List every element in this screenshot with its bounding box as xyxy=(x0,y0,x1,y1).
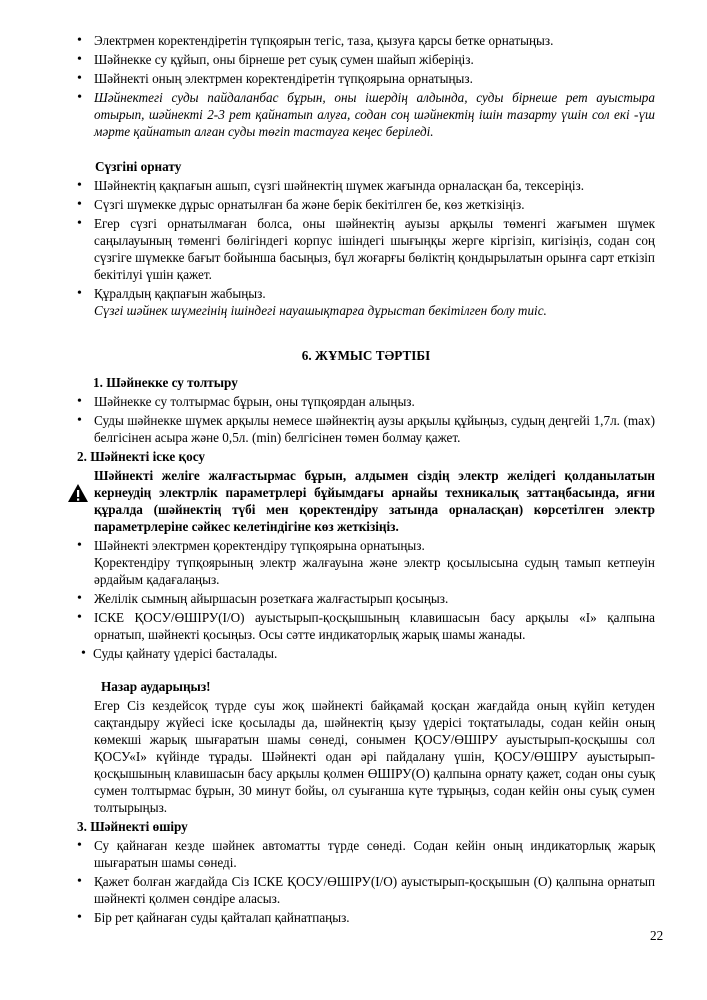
warning-text xyxy=(94,467,655,535)
list-item: • Қажет болған жағдайда Сіз ІСКЕ ҚОСУ/ӨШІРУ(I/O) ауыстырып-қосқышын (О) қалпына орнатып шәйнекті қолмен сөндіре аласыз. xyxy=(77,873,655,907)
warning-triangle-icon xyxy=(67,483,89,503)
section-switch-on xyxy=(77,448,655,816)
list-item: • Сүзгі шүмекке дұрыс орнатылған ба және берік бекітілген бе, көз жеткізіңіз. xyxy=(77,196,655,213)
list-item-italic-note: • Шәйнектегі суды пайдаланбас бұрын, оны ішердің алдында, суды бірнеше рет ауыстыра отырып, шәйнекті 2-3 рет қайнатып алуға, содан соң шәйнектің ішін тазарту үшін сол екі -үш мәрте қайнатып алған суды төгіп тастауға кеңес беріледі. xyxy=(77,89,655,140)
page-content xyxy=(77,32,655,928)
list-item: • ІСКЕ ҚОСУ/ӨШІРУ(I/O) ауыстырып-қосқышының клавишасын басу арқылы «I» қалпына орнатып, шәйнекті қосыңыз. Осы сәтте индикаторлық жарық шамы жанады. xyxy=(77,609,655,643)
list-item: • Шәйнекті электрмен қоректендіру түпқоярына орнатыңыз. xyxy=(77,537,655,554)
page-number: 22 xyxy=(650,928,664,943)
section-switch-off xyxy=(77,818,655,926)
list-item: • Электрмен коректендіретін түпқоярын тегіс, таза, қызуға қарсы бетке орнатыңыз. xyxy=(77,32,655,49)
section-title: 2. Шәйнекті іске қосу xyxy=(77,449,206,464)
filter-section xyxy=(77,158,655,319)
paragraph: Қоректендіру түпқоярының электр жалғауына және электр қосылысына судың тамып кетпеуін әрдайым қадағалаңыз. xyxy=(94,555,655,587)
filter-note: Сүзгі шәйнек шүмегінің ішіндегі науашықтарға дұрыстап бекітілген болу тиіс. xyxy=(94,303,547,318)
section-fill-water xyxy=(77,374,655,446)
list-item: • Суды шәйнекке шүмек арқылы немесе шәйнектің аузы арқылы құйыңыз, судың деңгейі 1,7л. (max) белгісінен асыра және 0,5л. (min) белгісінен төмен болмау қажет. xyxy=(77,412,655,446)
list-item: • Құралдың қақпағын жабыңыз. xyxy=(77,285,655,302)
attention-paragraph: Егер Сіз кездейсоқ түрде суы жоқ шәйнекті байқамай қосқан жағдайда оның күйіп кетуден сақтандыру жүйесі іске қосылады да, шәйнектің қызу үдерісі тоқтатылады, содан кейін оның көмекші жарық шығаратын шамы сөнеді, сонымен ҚОСУ/ӨШІРУ ауыстырып-қосқышы сол ҚОСУ«I» күйінде тұрады. Шәйнекті одан әрі пайдалану үшін, ҚОСУ/ӨШІРУ ауыстырып-қосқышының клавишасын басу арқылы қолмен ӨШІРУ(О) қалпына орнату қажет, содан оны суық сумен толтырмас бұрын, 30 минут бойы, ол суығанша күте тұрыңыз, содан кейін оны суық сумен толтырыңыз. xyxy=(94,698,655,815)
filter-heading: Сүзгіні орнату xyxy=(95,159,182,174)
list-item: • Су қайнаған кезде шәйнек автоматты түрде сөнеді. Содан кейін оның индикаторлық жарық шығаратын шамы сөнеді. xyxy=(77,837,655,871)
chapter-title: 6. ЖҰМЫС ТӘРТІБІ xyxy=(301,348,431,363)
list-item: • Шәйнекке су құйып, оны бірнеше рет суық сумен шайып жіберіңіз. xyxy=(77,51,655,68)
list-item: • Шәйнекті оның электрмен коректендіретін түпқоярына орнатыңыз. xyxy=(77,70,655,87)
list-item: • Желілік сымның айыршасын розеткаға жалғастырып қосыңыз. xyxy=(77,590,655,607)
warning-text-content: Шәйнекті желіге жалғастырмас бұрын, алдымен сіздің электр желідегі қолданылатын кернеудің электрлік параметрлері бұйымдағы арнайы техникалық заттаңбасында, яғни құралда (шәйнектің түбі мен қоректендіру затында орналасқан) көрсетілген электр параметрлеріне сәйкес келетіндігіне көз жеткізіңіз. xyxy=(94,468,655,534)
list-item: • Суды қайнату үдерісі басталады. xyxy=(81,645,655,662)
list-item: • Бір рет қайнаған суды қайталап қайнатпаңыз. xyxy=(77,909,655,926)
list-item: • Шәйнектің қақпағын ашып, сүзгі шәйнектің шүмек жағында орналасқан ба, тексеріңіз. xyxy=(77,177,655,194)
list-item: • Егер сүзгі орнатылмаған болса, оны шәйнектің ауызы арқылы төменгі жағымен шүмек саңылауының төменгі бөлігіндегі корпус ішіндегі шығыңқы жерге кіргізіп, кигізіңіз, содан соң сүзгіге шүмекке бағыт бойынша басыңыз, бұл жоғарғы бөліктің қондырылатын орынға сарт еткізіп бекітілуі үшін қажет. xyxy=(77,215,655,283)
attention-heading: Назар аударыңыз! xyxy=(101,679,211,694)
section-title: 1. Шәйнекке су толтыру xyxy=(93,375,238,390)
section-title: 3. Шәйнекті өшіру xyxy=(77,819,188,834)
list-item: • Шәйнекке су толтырмас бұрын, оны түпқоярдан алыңыз. xyxy=(77,393,655,410)
